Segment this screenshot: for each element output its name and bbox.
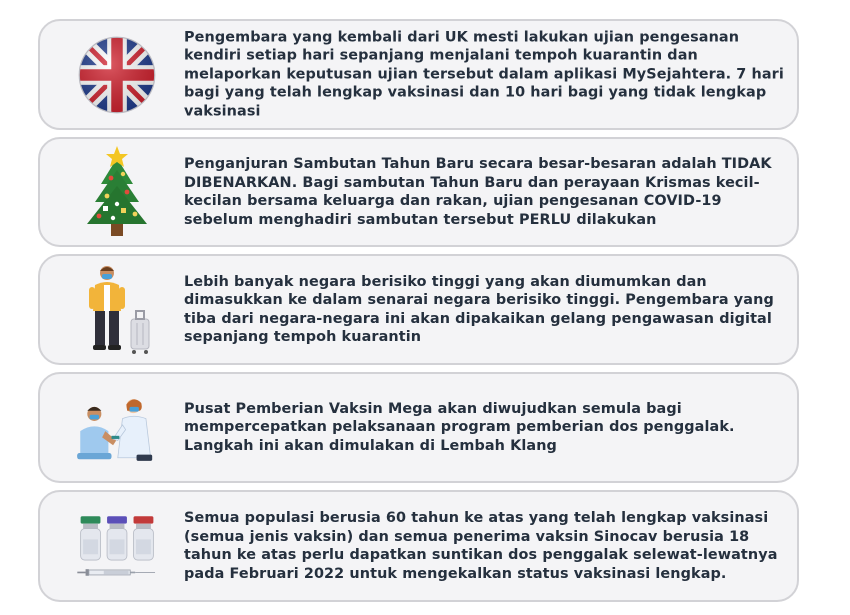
- info-card-uk-travelers: [38, 19, 799, 130]
- info-text: Penganjuran Sambutan Tahun Baru secara besar-besaran adalah TIDAK DIBENARKAN. Bagi sambutan Tahun Baru dan perayaan Krismas kecil-kecilan bersama keluarga dan rakan, ujian pengesanan COVID-19 sebelum menghadiri sambutan tersebut PERLU dilakukan: [184, 155, 772, 228]
- info-card-mega-vaccination-centre: [38, 372, 799, 483]
- info-card-high-risk-countries: [38, 254, 799, 365]
- info-text: Lebih banyak negara berisiko tinggi yang akan diumumkan dan dimasukkan ke dalam senarai negara berisiko tinggi. Pengembara yang tiba dari negara-negara ini akan dipakaikan gelang pengawasan digital sepanjang tempoh kuarantin: [184, 273, 774, 346]
- vaccine-vials-syringe-icon: [74, 503, 160, 589]
- uk-flag-icon: [74, 32, 160, 118]
- christmas-tree-icon: [74, 149, 160, 235]
- traveler-with-luggage-icon: [74, 267, 160, 353]
- info-text: Pengembara yang kembali dari UK mesti lakukan ujian pengesanan kendiri setiap hari sepanjang menjalani tempoh kuarantin dan melaporkan keputusan ujian tersebut dalam aplikasi MySejahtera. 7 hari bagi yang telah lengkap vaksinasi dan 10 hari bagi yang tidak lengkap vaksinasi: [184, 29, 784, 120]
- info-text: Semua populasi berusia 60 tahun ke atas yang telah lengkap vaksinasi (semua jenis vaksin) dan semua penerima vaksin Sinocav berusia 18 tahun ke atas perlu dapatkan suntikan dos penggalak selewat-lewatnya pada Februari 2022 untuk mengekalkan status vaksinasi lengkap.: [184, 509, 778, 582]
- info-text: Pusat Pemberian Vaksin Mega akan diwujudkan semula bagi mempercepatkan pelaksanaan program pemberian dos penggalak. Langkah ini akan dimulakan di Lembah Klang: [184, 400, 735, 454]
- info-card-booster-dose: [38, 490, 799, 602]
- info-card-new-year-celebrations: [38, 137, 799, 247]
- vaccination-icon: [74, 385, 160, 471]
